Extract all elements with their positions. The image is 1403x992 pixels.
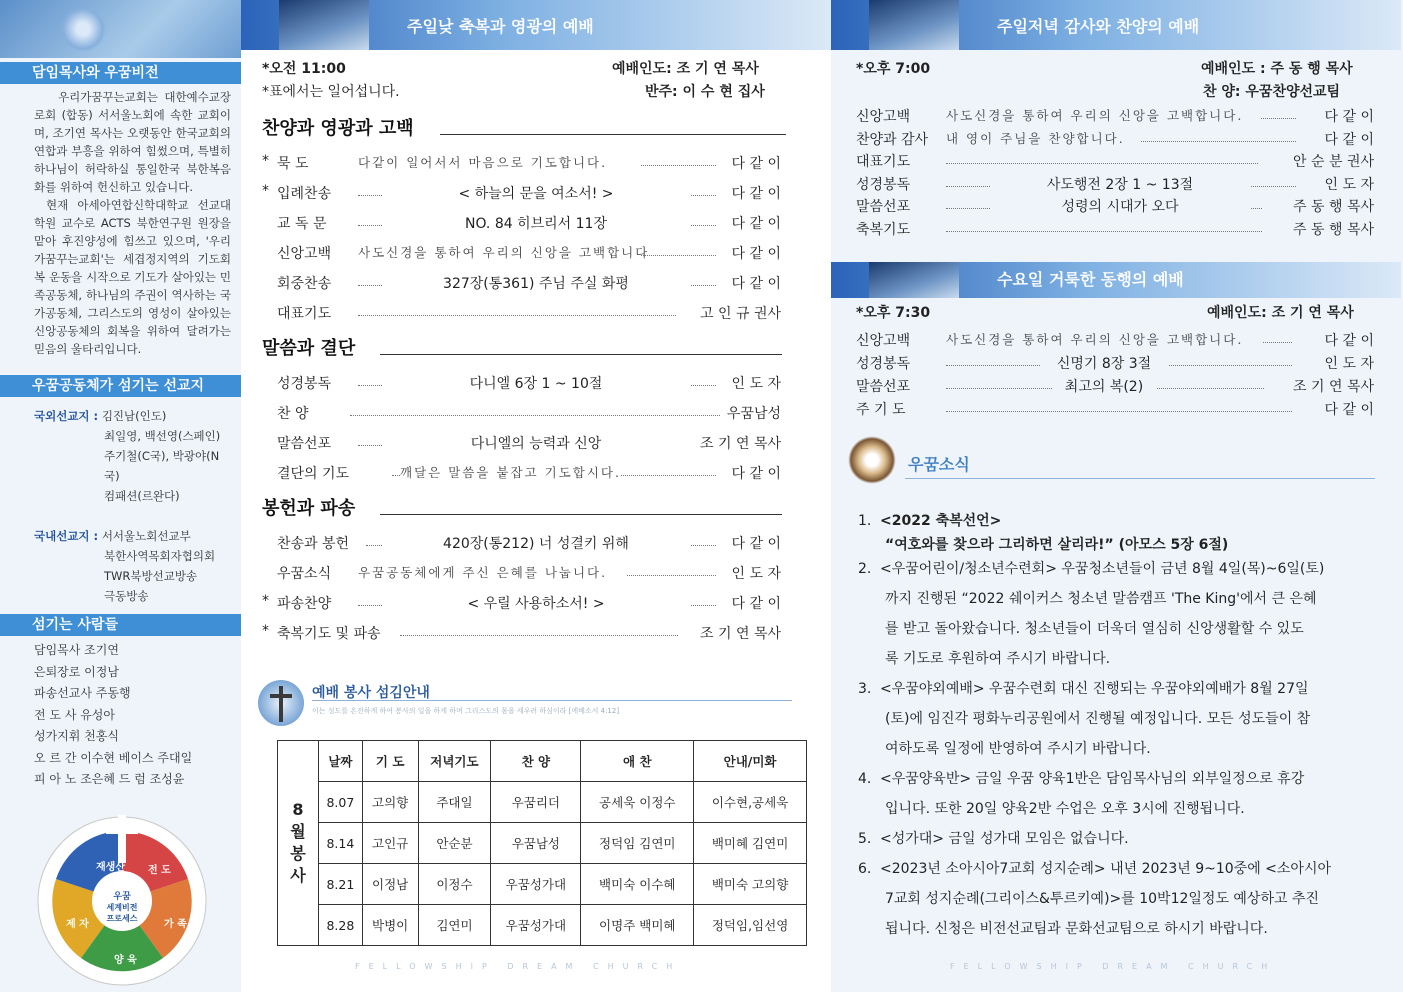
order-item-name: 묵 도 <box>277 156 309 172</box>
order-item-content: NO. 84 히브리서 11장 <box>382 213 690 233</box>
servants-title: 섬기는 사람들 <box>0 614 241 636</box>
missionary-item: 주기철(C국), 박광야(N국) <box>104 449 220 483</box>
order-item-content: 내 영이 주님을 찬양합니다. <box>946 129 1140 147</box>
morning-time: *오전 11:00 <box>262 61 346 77</box>
missionary-item: 극동방송 <box>104 589 149 603</box>
table-cell: 고인규 <box>362 823 418 864</box>
order-item-content: 최고의 복(2) <box>1052 376 1156 396</box>
order-item-name: 신앙고백 <box>856 333 911 349</box>
evening-banner <box>831 0 1401 50</box>
table-cell: 김연미 <box>418 905 491 946</box>
news-line <box>858 854 1373 884</box>
news-number: 1. <box>858 513 872 529</box>
news-line <box>858 644 1400 674</box>
news-line <box>858 914 1400 944</box>
order-item-leader: 인 도 자 <box>731 566 781 582</box>
news-text: <우꿈야외예배> 우꿈수련회 대신 진행되는 우꿈야외예배가 8월 27일 <box>880 681 1309 697</box>
news-text: 됩니다. 신청은 비전선교팀과 문화선교팀으로 하시기 바랍니다. <box>885 921 1268 937</box>
standing-star: * <box>262 153 269 169</box>
table-cell: 정덕임 김연미 <box>581 823 694 864</box>
month-label <box>278 741 319 946</box>
order-item-leader: 인 도 자 <box>731 376 781 392</box>
order-item-name: 찬양과 감사 <box>856 131 929 148</box>
month-char: 8 <box>292 800 304 819</box>
dotted-leader <box>946 231 1262 232</box>
order-item-name: 회중찬송 <box>277 276 332 292</box>
order-item-content: 327장(통361) 주님 주실 화평 <box>382 273 690 293</box>
order-item-content: 다니엘의 능력과 신앙 <box>382 433 690 453</box>
wheel-center-label: 프로세스 <box>106 914 138 923</box>
table-header: 안내/미화 <box>694 741 807 782</box>
evening-time: *오후 7:00 <box>856 61 931 77</box>
news-text: 7교회 성지순례(그리이스&투르키예)>를 10박12일정도 예상하고 추진 <box>885 891 1320 907</box>
wheel-segment-label: 가 족 <box>164 919 187 930</box>
order-item-leader: 조 기 연 목사 <box>700 436 781 452</box>
wheel-segment-label: 양 육 <box>114 955 137 966</box>
table-header: 날짜 <box>319 741 363 782</box>
table-cell: 우꿈리더 <box>491 782 581 823</box>
missionary-item: 최일영, 백선영(스페인) <box>104 429 221 443</box>
table-cell: 8.21 <box>319 864 363 905</box>
order-item-leader: 조 기 연 목사 <box>700 626 781 642</box>
table-row <box>278 864 807 905</box>
table-cell: 우꿈남성 <box>491 823 581 864</box>
table-cell: 이정수 <box>418 864 491 905</box>
section-title: 봉헌과 파송 <box>262 498 356 519</box>
servants-list <box>0 636 192 791</box>
order-item-content: 다같이 일어서서 마음으로 기도합니다. <box>358 153 640 171</box>
service-guide-title: 예배 봉사 섬김안내 <box>312 685 430 701</box>
missionary-item: 김진남(인도) <box>101 409 167 423</box>
order-item-name: 대표기도 <box>856 154 911 170</box>
table-cell: 8.07 <box>319 782 363 823</box>
table-cell: 8.28 <box>319 905 363 946</box>
order-item-leader: 다 같 이 <box>731 186 781 202</box>
vision-process-wheel <box>36 815 208 987</box>
table-cell: 안순분 <box>418 823 491 864</box>
news-line <box>858 704 1400 734</box>
servant-item: 전 도 사 유성아 <box>34 707 115 722</box>
order-item-leader: 인 도 자 <box>1324 356 1374 372</box>
order-item-leader: 다 같 이 <box>1324 109 1374 125</box>
table-cell: 백미숙 고의향 <box>694 864 807 905</box>
order-item-leader: 고 인 규 권사 <box>700 306 781 322</box>
order-item-name: 파송찬양 <box>277 596 332 612</box>
table-cell: 우꿈성가대 <box>491 864 581 905</box>
news-line <box>858 764 1373 794</box>
service-guide-verse: 이는 성도를 온전하게 하여 봉사의 일을 하게 하며 그리스도의 몸을 세우려 하심이라 [에베소서 4:12] <box>312 707 620 715</box>
news-text: 록 기도로 후원하여 주시기 바랍니다. <box>885 651 1111 667</box>
news-text: <성가대> 금일 성가대 모임은 없습니다. <box>880 831 1129 847</box>
table-cell: 주대일 <box>418 782 491 823</box>
news-text: 여하도록 일정에 반영하여 주시기 바랍니다. <box>885 741 1151 757</box>
servant-item: 파송선교사 주동행 <box>34 686 131 700</box>
order-item-leader: 다 같 이 <box>1324 131 1374 148</box>
morning-banner <box>241 0 831 50</box>
order-item-leader: 다 같 이 <box>731 596 781 612</box>
missionary-title: 우꿈공동체가 섬기는 선교지 <box>0 375 241 397</box>
order-item-name: 성경봉독 <box>856 176 911 193</box>
domestic-label: 국내선교지 : <box>34 529 99 543</box>
table-header: 기 도 <box>362 741 418 782</box>
table-cell: 이수현,공세욱 <box>694 782 807 823</box>
order-item-leader: 조 기 연 목사 <box>1293 379 1374 395</box>
news-line <box>858 554 1373 584</box>
news-number: 4. <box>858 771 872 787</box>
wheel-segment-label: 전 도 <box>148 865 171 876</box>
table-cell: 박병이 <box>362 905 418 946</box>
footer-text: FELLOWSHIP DREAM CHURCH <box>355 962 682 971</box>
order-item-content: 신명기 8장 3절 <box>1040 353 1168 373</box>
table-cell: 8.14 <box>319 823 363 864</box>
wednesday-leader: 예배인도: 조 기 연 목사 <box>1207 305 1354 321</box>
banner-image <box>279 0 369 50</box>
news-rule <box>905 478 1375 479</box>
month-char: 봉 <box>290 844 306 863</box>
order-item-leader: 인 도 자 <box>1324 176 1374 193</box>
order-item-name: 축복기도 <box>856 221 911 238</box>
news-line <box>858 884 1400 914</box>
servant-item: 은퇴장로 이정남 <box>34 664 119 679</box>
order-item-leader: 다 같 이 <box>731 246 781 262</box>
order-item-content: 사도행전 2장 1 ~ 13절 <box>990 174 1250 194</box>
table-header: 애 찬 <box>581 741 694 782</box>
table-row <box>278 823 807 864</box>
news-line <box>858 614 1400 644</box>
table-cell: 백미숙 이수혜 <box>581 864 694 905</box>
news-number: 6. <box>858 861 872 877</box>
order-item-leader: 안 순 분 권사 <box>1293 154 1374 170</box>
order-item-content: 우꿈공동체에게 주신 은혜를 나눕니다. <box>358 563 626 581</box>
vision-title: 담임목사와 우꿈비전 <box>0 62 241 84</box>
wednesday-banner-title: 수요일 거룩한 동행의 예배 <box>997 270 1184 289</box>
order-item-name: 성경봉독 <box>856 356 911 372</box>
order-item-leader: 다 같 이 <box>1324 402 1374 418</box>
servant-item: 오 르 간 이수현 베이스 주대일 <box>34 750 193 765</box>
missionary-item: 컴패션(르완다) <box>104 489 180 503</box>
order-item-name: 교 독 문 <box>277 216 327 232</box>
missionary-item: 북한사역목회자협의회 <box>104 549 216 563</box>
order-item-leader: 다 같 이 <box>1324 333 1374 349</box>
table-row <box>278 782 807 823</box>
missionary-item: TWR북방선교방송 <box>104 569 198 583</box>
table-cell: 이정남 <box>362 864 418 905</box>
section-title: 말씀과 결단 <box>262 338 356 359</box>
service-table <box>277 740 807 946</box>
table-cell: 고의향 <box>362 782 418 823</box>
order-item-name: 찬 양 <box>277 406 309 422</box>
table-cell: 이명주 백미혜 <box>581 905 694 946</box>
servant-item: 담임목사 조기연 <box>34 643 119 657</box>
standing-star: * <box>262 183 269 199</box>
table-row <box>278 905 807 946</box>
dotted-leader <box>358 315 676 316</box>
news-line <box>858 674 1373 704</box>
order-item-leader: 우꿈남성 <box>726 406 781 422</box>
order-item-content: < 우릴 사용하소서! > <box>382 593 690 613</box>
dotted-leader <box>350 415 720 416</box>
table-cell: 우꿈성가대 <box>491 905 581 946</box>
order-item-leader: 주 동 행 목사 <box>1293 221 1374 238</box>
accompanist: 반주: 이 수 현 집사 <box>645 84 765 100</box>
wednesday-banner <box>831 262 1401 298</box>
flower-icon <box>60 6 106 52</box>
servant-item: 성가지휘 천홍식 <box>34 729 119 743</box>
standing-star: * <box>262 623 269 639</box>
table-header: 찬 양 <box>491 741 581 782</box>
evening-leader: 예배인도 : 주 동 행 목사 <box>1201 61 1353 77</box>
order-item-name: 말씀선포 <box>856 199 911 215</box>
vision-paragraph: 현재 아세아연합신학대학교 선교대학원 교수로 ACTS 북한연구원 원장을 맡아 후진양성에 힘쓰고 있으며, '우리가꿈꾸는교회'는 세겹정지역의 기도회복 운동을 시작으로 기도가 살아있는 민족공동체, 하나님의 주권이 역사하는 국가공동체, 그리스도의 영성이 살아있는 신앙공동체의 회복을 위하여 달려가는 믿음의 울타리입니다. <box>34 198 231 356</box>
order-item-name: 입례찬송 <box>277 186 332 202</box>
order-item-content: < 하늘의 문을 여소서! > <box>382 183 690 203</box>
month-char: 월 <box>290 822 306 841</box>
order-item-name: 축복기도 및 파송 <box>277 626 381 642</box>
table-header: 저녁기도 <box>418 741 491 782</box>
news-text: <우꿈어린이/청소년수련회> 우꿈청소년들이 금년 8월 4일(목)~6일(토) <box>880 561 1325 577</box>
news-text: 를 받고 돌아왔습니다. 청소년들이 더욱더 열심히 신앙생활할 수 있도 <box>885 621 1304 637</box>
banner-image <box>869 262 959 298</box>
section-underline <box>380 514 782 515</box>
news-text: 까지 진행된 “2022 쉐이커스 청소년 말씀캠프 'The King'에서 큰 은혜 <box>885 591 1317 607</box>
missionary-list <box>0 400 241 606</box>
order-item-name: 말씀선포 <box>856 379 911 395</box>
servant-item: 피 아 노 조은혜 드 럼 조성윤 <box>34 772 185 786</box>
news-line <box>858 734 1400 764</box>
wednesday-time: *오후 7:30 <box>856 305 931 321</box>
service-guide-rule <box>312 700 792 701</box>
news-text: <우꿈양육반> 금일 우꿈 양육1반은 담임목사님의 외부일정으로 휴강 <box>880 771 1305 787</box>
order-item-content: 사도신경을 통하여 우리의 신앙을 고백합니다. <box>946 106 1260 124</box>
order-item-name: 대표기도 <box>277 306 332 322</box>
overseas-label: 국외선교지 : <box>34 409 99 423</box>
news-number: 5. <box>858 831 872 847</box>
evening-praise: 찬 양: 우꿈찬양선교팀 <box>1203 84 1341 100</box>
news-line <box>858 794 1400 824</box>
order-item-content: 420장(통212) 너 성결키 위해 <box>382 533 690 553</box>
dotted-leader <box>946 411 1292 412</box>
order-item-name: 주 기 도 <box>856 402 906 418</box>
news-text: <2022 축복선언> <box>880 513 1002 529</box>
wheel-center-label: 세계비전 <box>106 903 138 912</box>
standing-star: * <box>262 593 269 609</box>
news-text: “여호와를 찾으라 그리하면 살리라!” (아모스 5장 6절) <box>885 537 1229 553</box>
order-item-leader: 다 같 이 <box>731 216 781 232</box>
news-line <box>858 584 1400 614</box>
order-item-name: 말씀선포 <box>277 436 332 452</box>
morning-leader: 예배인도: 조 기 연 목사 <box>612 61 759 77</box>
news-line <box>858 824 1373 854</box>
order-item-content: 사도신경을 통하여 우리의 신앙을 고백합니다. <box>946 330 1262 348</box>
order-item-leader: 다 같 이 <box>731 466 781 482</box>
news-title: 우꿈소식 <box>908 455 970 474</box>
section-underline <box>380 354 782 355</box>
month-char: 사 <box>290 866 306 885</box>
coffee-cup-icon <box>848 436 896 484</box>
stand-note: *표에서는 일어섭니다. <box>262 84 400 100</box>
wheel-center-label: 우꿈 <box>113 892 131 902</box>
dotted-leader <box>400 635 678 636</box>
vision-text <box>0 84 241 358</box>
cross-icon <box>258 680 304 726</box>
order-item-name: 성경봉독 <box>277 376 332 392</box>
order-item-leader: 다 같 이 <box>731 536 781 552</box>
news-text: <2023년 소아시아7교회 성지순례> 내년 2023년 9~10중에 <소아시아 <box>880 861 1331 877</box>
order-item-name: 결단의 기도 <box>277 466 350 482</box>
order-item-content: 깨달은 말씀을 붙잡고 기도합시다. <box>400 465 621 480</box>
banner-image <box>869 0 959 50</box>
news-text: (토)에 임진각 평화누리공원에서 진행될 예정입니다. 모든 성도들이 참 <box>885 711 1311 727</box>
order-item-leader: 주 동 행 목사 <box>1293 199 1374 215</box>
dotted-leader <box>946 163 1258 164</box>
table-cell: 정덕임,임선영 <box>694 905 807 946</box>
missionary-item: 서서울노회선교부 <box>101 529 191 543</box>
news-number: 3. <box>858 681 872 697</box>
sidebar-header-image <box>0 0 241 58</box>
section-underline <box>440 134 786 135</box>
order-item-name: 신앙고백 <box>277 246 332 262</box>
wheel-segment-label: 제 자 <box>66 919 89 930</box>
table-cell: 공세욱 이정수 <box>581 782 694 823</box>
order-item-name: 신앙고백 <box>856 109 911 125</box>
news-number: 2. <box>858 561 872 577</box>
footer-text: FELLOWSHIP DREAM CHURCH <box>950 962 1277 971</box>
order-item-content: 성령의 시대가 오다 <box>990 196 1250 216</box>
order-item-content: 다니엘 6장 1 ~ 10절 <box>382 373 690 393</box>
order-item-name: 우꿈소식 <box>277 566 332 582</box>
section-title: 찬양과 영광과 고백 <box>262 118 414 139</box>
evening-banner-title: 주일저녁 감사와 찬양의 예배 <box>997 17 1200 36</box>
order-item-content: 사도신경을 통하여 우리의 신앙을 고백합니다 <box>358 245 650 260</box>
order-item-leader: 다 같 이 <box>731 156 781 172</box>
vision-paragraph: 우리가꿈꾸는교회는 대한예수교장로회 (합동) 서서울노회에 속한 교회이며, 조기연 목사는 오랫동안 한국교회의 연합과 부흥을 위하여 힘썼으며, 특별히 하나님이 허락하실 통일한국 북한복음화를 위하여 헌신하고 있습니다. <box>34 90 231 194</box>
news-text: 입니다. 또한 20일 양육2반 수업은 오후 3시에 진행됩니다. <box>885 801 1245 817</box>
sidebar <box>0 0 241 992</box>
morning-banner-title: 주일낮 축복과 영광의 예배 <box>407 17 594 36</box>
order-item-leader: 다 같 이 <box>731 276 781 292</box>
table-cell: 백미혜 김연미 <box>694 823 807 864</box>
order-item-name: 찬송과 봉헌 <box>277 536 350 552</box>
wheel-segment-label: 재생산 <box>96 862 125 873</box>
